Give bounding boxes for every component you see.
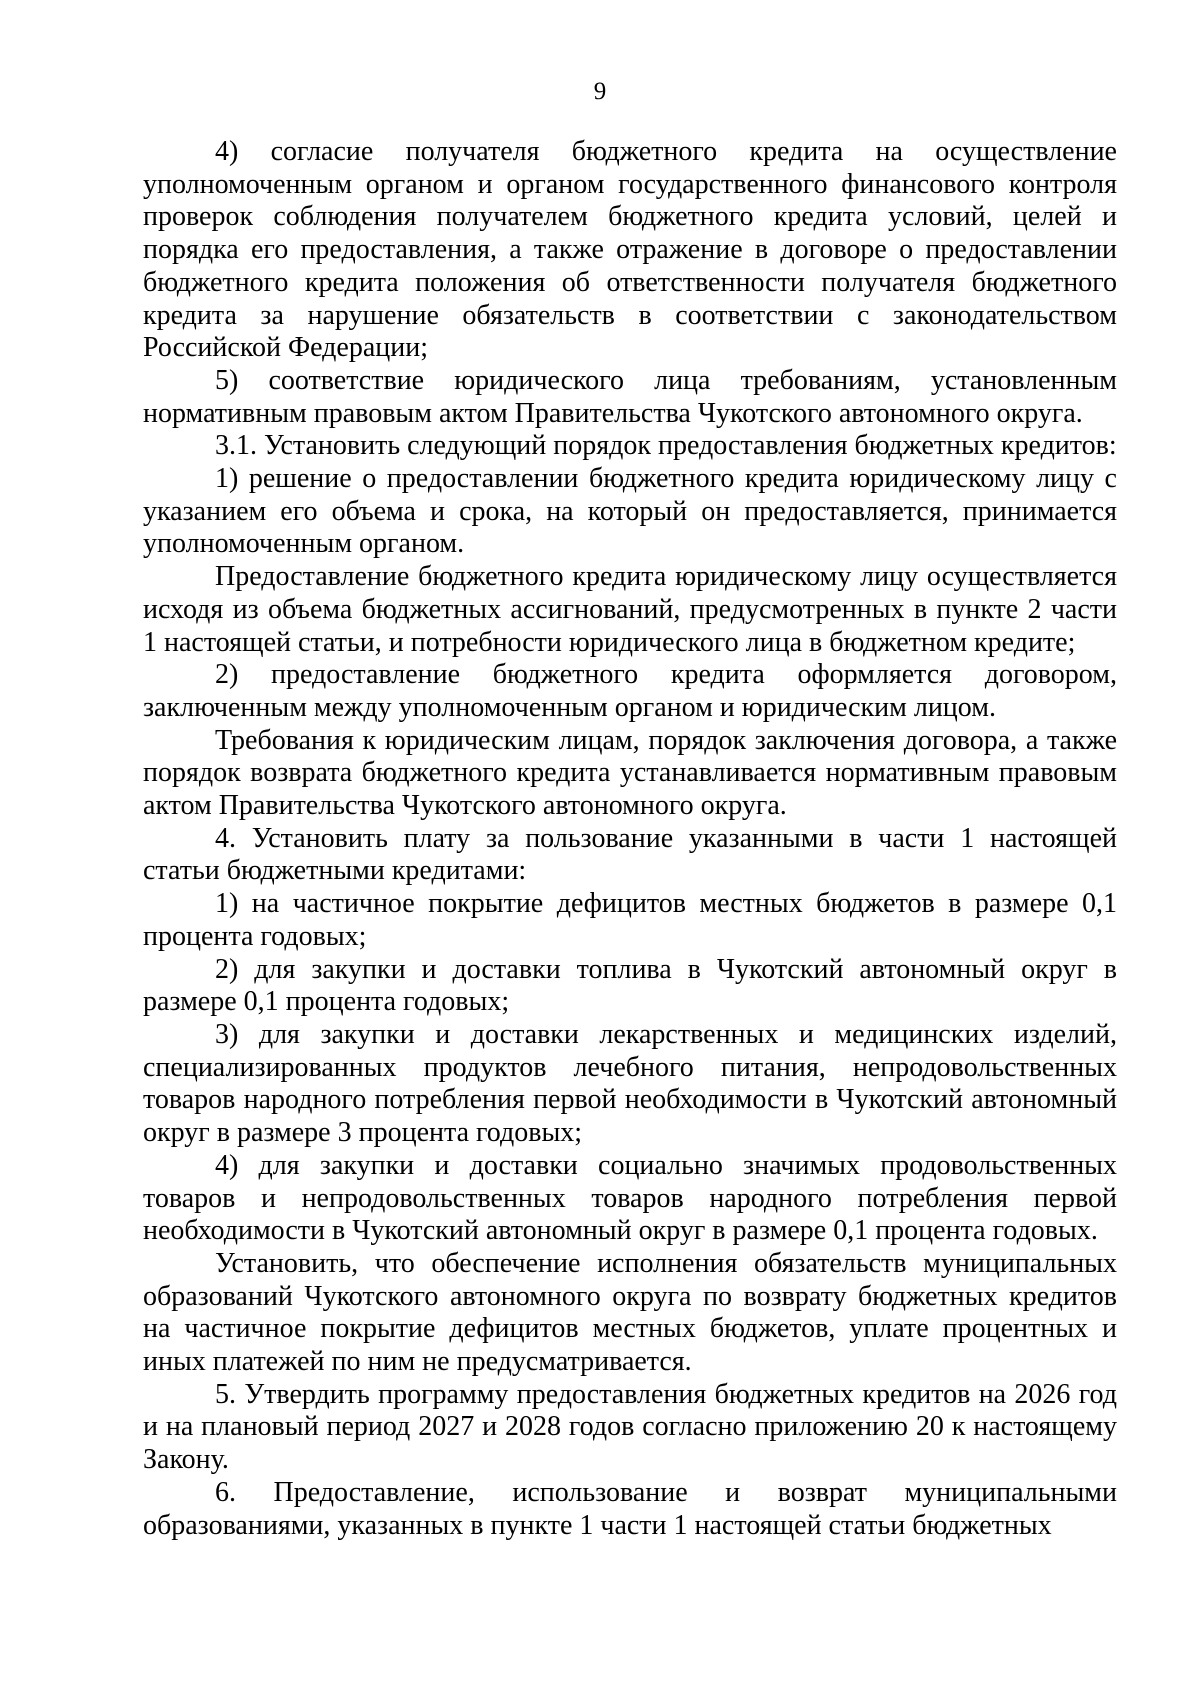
- paragraph-item-2-agreement: 2) предоставление бюджетного кредита оформляется договором, заключенным между уполномоченным органом и юридическим лицом.: [143, 659, 1117, 723]
- paragraph-credit-provision: Предоставление бюджетного кредита юридическому лицу осуществляется исходя из объема бюджетных ассигнований, предусмотренных в пункте 2 части 1 настоящей статьи, и потребности юридического лица в бюджетном кредите;: [143, 561, 1117, 658]
- paragraph-requirements: Требования к юридическим лицам, порядок заключения договора, а также порядок возврата бюджетного кредита устанавливается нормативным правовым актом Правительства Чукотского автономного округа.: [143, 724, 1117, 822]
- paragraph-item-5-compliance: 5) соответствие юридического лица требованиям, установленным нормативным правовым актом Правительства Чукотского автономного округа.: [143, 364, 1117, 429]
- paragraph-item-4-consent: 4) согласие получателя бюджетного кредита на осуществление уполномоченным органом и органом государственного финансового контроля проверок соблюдения получателем бюджетного кредита условий, целей и порядка его предоставления, а также отражение в договоре о предоставлении бюджетного кредита положения об ответственности получателя бюджетного кредита за нарушение обязательств в соответствии с законодательством Российской Федерации;: [143, 136, 1117, 364]
- paragraph-fee-item-3: 3) для закупки и доставки лекарственных и медицинских изделий, специализированных продуктов лечебного питания, непродовольственных товаров народного потребления первой необходимости в Чукотский автономный округ в размере 3 процента годовых;: [143, 1018, 1117, 1149]
- paragraph-fee-item-2: 2) для закупки и доставки топлива в Чукотский автономный округ в размере 0,1 процента годовых;: [143, 953, 1117, 1018]
- paragraph-6-usage: 6. Предоставление, использование и возврат муниципальными образованиями, указанных в пункте 1 части 1 настоящей статьи бюджетных: [143, 1476, 1117, 1541]
- paragraph-5-program: 5. Утвердить программу предоставления бюджетных кредитов на 2026 год и на плановый период 2027 и 2028 годов согласно приложению 20 к настоящему Закону.: [143, 1378, 1117, 1476]
- paragraph-fee-item-4: 4) для закупки и доставки социально значимых продовольственных товаров и непродовольственных товаров народного потребления первой необходимости в Чукотский автономный округ в размере 0,1 процента годовых.: [143, 1149, 1117, 1247]
- page-number: 9: [593, 78, 607, 105]
- paragraph-obligations: Установить, что обеспечение исполнения обязательств муниципальных образований Чукотского автономного округа по возврату бюджетных кредитов на частичное покрытие дефицитов местных бюджетов, уплате процентных и иных платежей по ним не предусматривается.: [143, 1247, 1117, 1378]
- document-body: [143, 136, 1117, 1542]
- paragraph-fee-item-1: 1) на частичное покрытие дефицитов местных бюджетов в размере 0,1 процента годовых;: [143, 888, 1117, 952]
- paragraph-item-1-decision: 1) решение о предоставлении бюджетного кредита юридическому лицу с указанием его объема и срока, на который он предоставляется, принимается уполномоченным органом.: [143, 463, 1117, 560]
- paragraph-4-fee: 4. Установить плату за пользование указанными в части 1 настоящей статьи бюджетными кредитами:: [143, 822, 1117, 887]
- paragraph-3-1-procedure: 3.1. Установить следующий порядок предоставления бюджетных кредитов:: [215, 430, 1117, 462]
